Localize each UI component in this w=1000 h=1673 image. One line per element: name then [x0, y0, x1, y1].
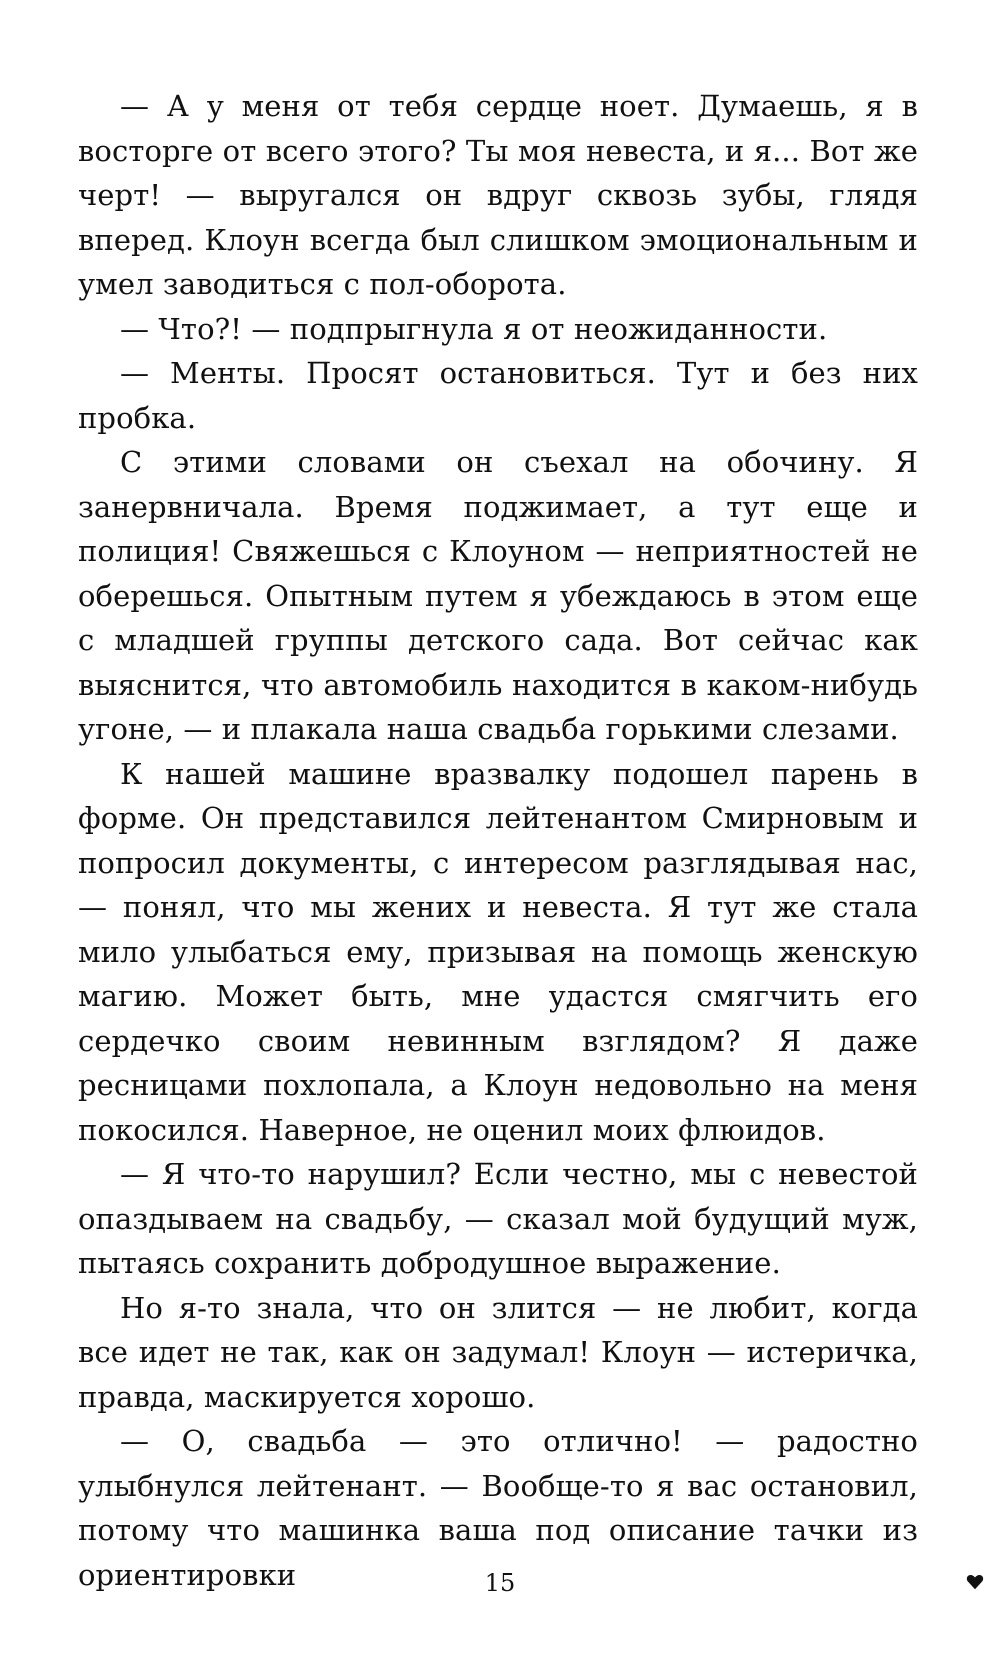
heart-icon: [966, 1573, 984, 1591]
paragraph: С этими словами он съехал на обочину. Я занервничала. Время поджимает, а тут еще и полиция! Свяжешься с Клоуном — неприятностей не оберешься. Опытным путем я убеждаюсь в этом еще с младшей группы детского сада. Вот сейчас как выяснится, что автомобиль находится в каком-нибудь угоне, — и плакала наша свадьба горькими слезами.: [78, 445, 918, 746]
paragraph: Но я-то знала, что он злится — не любит, когда все идет не так, как он задумал! Клоун — истеричка, правда, маскируется хорошо.: [78, 1290, 918, 1414]
paragraph: — А у меня от тебя сердце ноет. Думаешь, я в восторге от всего этого? Ты моя невеста, и я... Вот же черт! — выругался он вдруг сквозь зубы, глядя вперед. Клоун всегда был слишком эмоциональным и умел заводиться с пол-оборота.: [78, 89, 918, 301]
paragraph: — Что?! — подпрыгнула я от неожиданности.: [120, 311, 828, 346]
body-text: [78, 84, 918, 1597]
paragraph: К нашей машине вразвалку подошел парень в форме. Он представился лейтенантом Смирновым и попросил документы, с интересом разглядывая нас, — понял, что мы жених и невеста. Я тут же стала мило улыбаться ему, призывая на помощь женскую магию. Может быть, мне удастся смягчить его сердечко своим невинным взглядом? Я даже ресницами похлопала, а Клоун недовольно на меня покосился. Наверное, не оценил моих флюидов.: [78, 756, 918, 1147]
paragraph: — О, свадьба — это отлично! — радостно улыбнулся лейтенант. — Вообще-то я вас остановил, потому что машинка ваша под описание тачки из ориентировки: [78, 1424, 918, 1592]
paragraph: — Я что-то нарушил? Если честно, мы с невестой опаздываем на свадьбу, — сказал мой будущий муж, пытаясь сохранить добродушное выражение.: [78, 1157, 918, 1280]
paragraph: — Менты. Просят остановиться. Тут и без них пробка.: [78, 356, 918, 435]
page-number: 15: [484, 1569, 516, 1597]
